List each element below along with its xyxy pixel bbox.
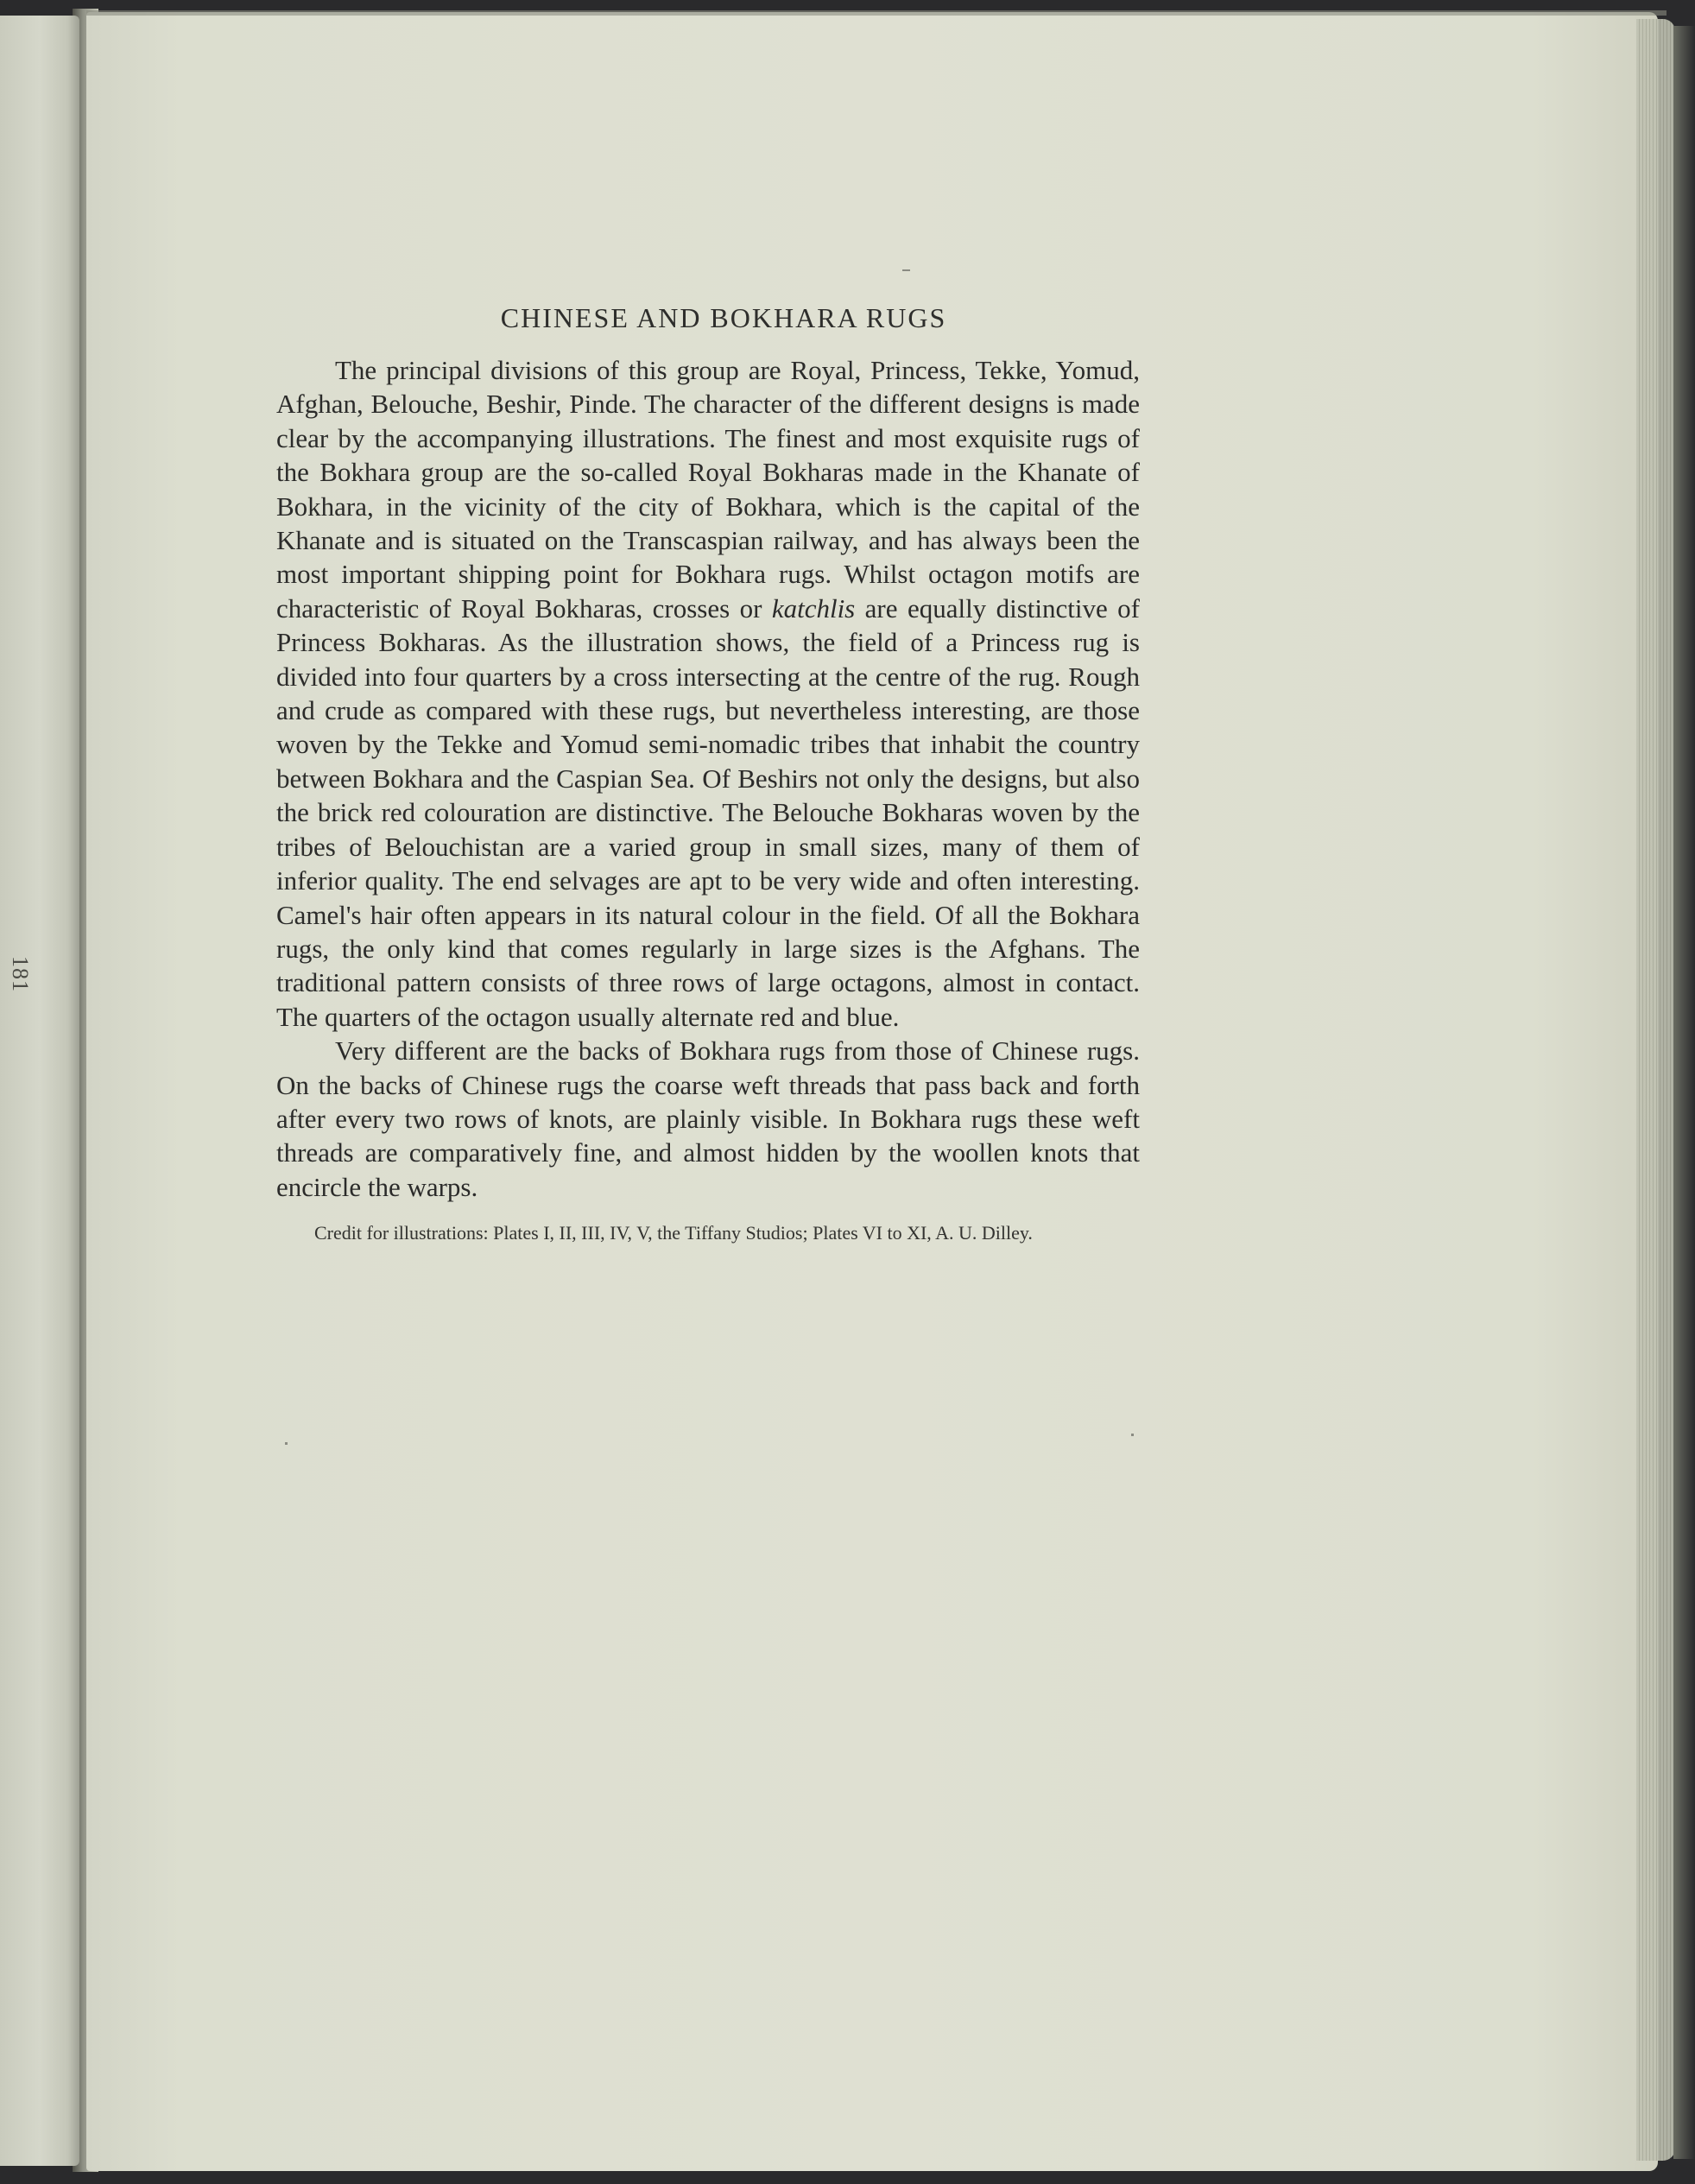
paragraph-1-italic-term: katchlis [771,592,856,624]
article-paragraph-2: Very different are the backs of Bokhara rugs from those of Chinese rugs. On the backs of Chinese rugs the coarse weft threads that pass back and forth after every two rows of knots, are plainly visible. In Bokhara rugs these weft threads are comparatively fine, and almost hidden by the woollen knots that encircle the warps. [276,1035,1140,1202]
paper-speck [285,1442,288,1445]
page-stack-shadow [1673,26,1695,2159]
paper-speck [1131,1434,1134,1436]
paper-speck [902,269,910,271]
illustration-credit: Credit for illustrations: Plates I, II, III, IV, V, the Tiffany Studios; Plates VI to XI, A. U. Dilley. [314,1222,1033,1244]
paragraph-1-text-end: are equally distinctive of Princess Bokharas. As the illustration shows, the field of a Princess rug is divided into four quarters by a cross intersecting at the centre of the rug. Rough and crude as compared with these rugs, but nevertheless interesting, are those woven by the Tekke and Yomud semi-nomadic tribes that inhabit the country between Bokhara and the Caspian Sea. Of Beshirs not only the designs, but also the brick red colouration are distinctive. The Belouche Bokharas woven by the tribes of Belouchistan are a varied group in small sizes, many of them of inferior quality. The end selvages are apt to be very wide and often interesting. Camel's hair often appears in its natural colour in the field. Of all the Bokhara rugs, the only kind that comes regularly in large sizes is the Afghans. The traditional pattern consists of three rows of large octagons, almost in contact. The quarters of the octagon usually alternate red and blue. [276,592,1140,1032]
left-facing-page [0,16,79,2166]
article-title: CHINESE AND BOKHARA RUGS [500,302,947,333]
page-top-edge [86,10,1667,16]
paragraph-1-text-start: The principal divisions of this group are Royal, Princess, Tekke, Yomud, Afghan, Belouche, Beshir, Pinde. The character of the different designs is made clear by the accompanying illustrations. The finest and most exquisite rugs of the Bokhara group are the so-called Royal Bokharas made in the Khanate of Bokhara, in the vicinity of the city of Bokhara, which is the capital of the Khanate and is situated on the Transcaspian railway, and has always been the most important shipping point for Bokhara rugs. Whilst octagon motifs are characteristic of Royal Bokharas, crosses or [276,355,1140,624]
left-page-number: 181 [8,956,33,992]
article-paragraph-1 [276,353,1140,1034]
article [276,302,1140,1263]
page-stack-edges [1636,19,1675,2161]
